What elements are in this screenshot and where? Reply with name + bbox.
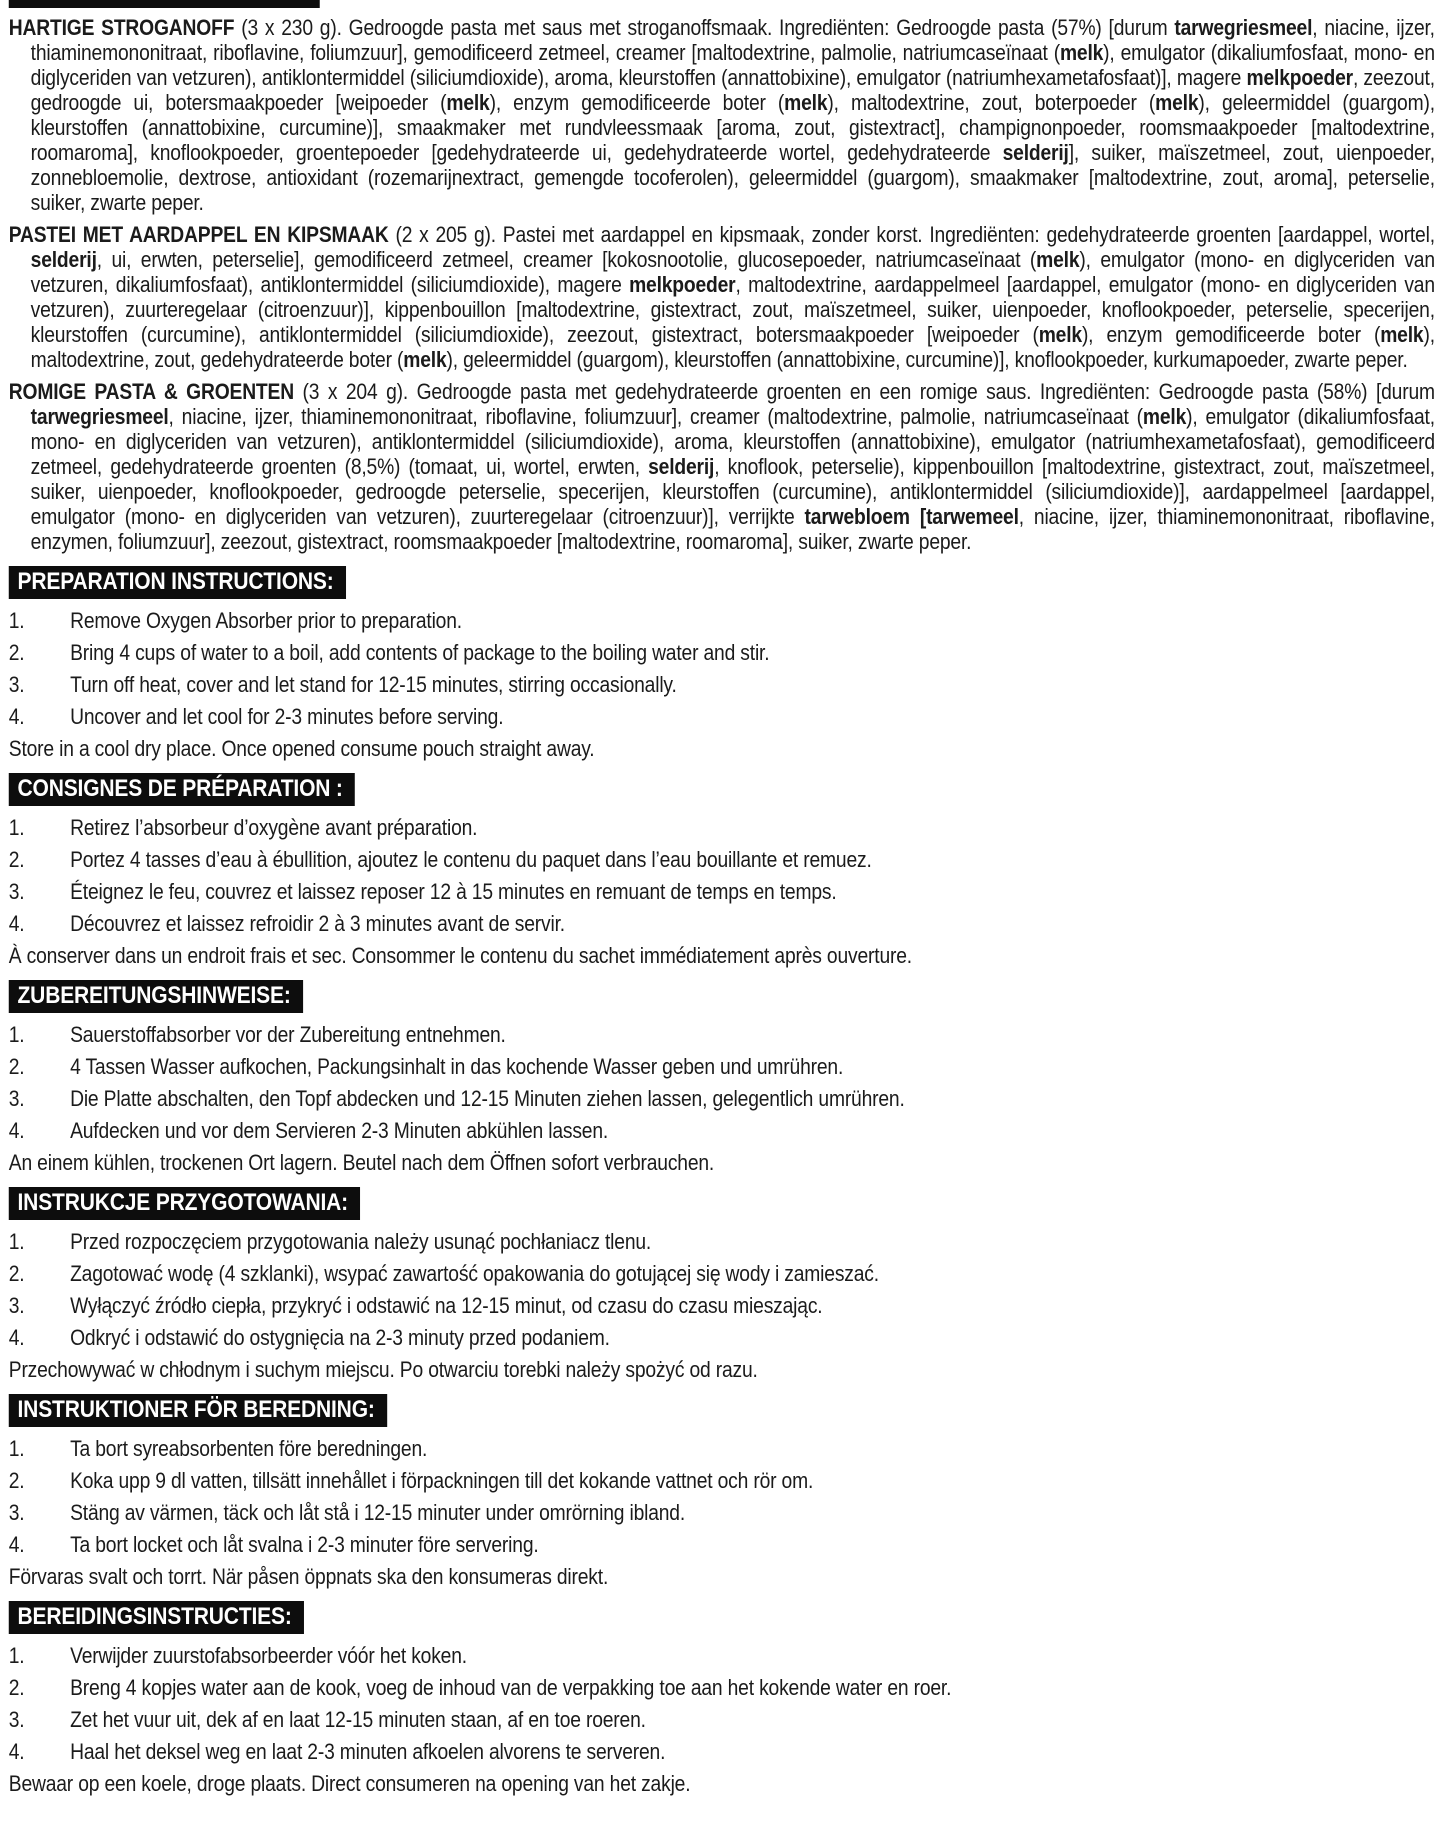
item-text: Zagotować wodę (4 szklanki), wsypać zawartość opakowania do gotującej się wody i zamieszać. [70, 1261, 879, 1286]
instruction-item [9, 1468, 1435, 1493]
instruction-item [9, 1436, 1435, 1461]
section-polish [9, 1187, 1435, 1382]
item-number: 2. [8, 640, 25, 665]
item-number: 2. [8, 1261, 25, 1286]
instruction-item [9, 1086, 1435, 1111]
item-text: Ta bort locket och låt svalna i 2-3 minuter före servering. [70, 1532, 539, 1557]
item-text: Découvrez et laissez refroidir 2 à 3 minutes avant de servir. [70, 911, 565, 936]
heading-text: BEREIDINGSINSTRUCTIES: [17, 1603, 292, 1630]
storage-note: An einem kühlen, trockenen Ort lagern. Beutel nach dem Öffnen sofort verbrauchen. [8, 1150, 715, 1175]
item-number: 1. [8, 1229, 25, 1254]
item-number: 4. [8, 1325, 25, 1350]
instruction-item [9, 1054, 1435, 1079]
section-french [9, 773, 1435, 968]
item-number: 1. [8, 1436, 25, 1461]
item-text: Turn off heat, cover and let stand for 12-15 minutes, stirring occasionally. [70, 672, 677, 697]
storage-note: Förvaras svalt och torrt. När påsen öppnats ska den konsumeras direkt. [8, 1564, 609, 1589]
product-paragraph-romige-pasta: ROMIGE PASTA & GROENTEN (3 x 204 g). Gedroogde pasta met gedehydrateerde groenten en een romige saus. Ingrediënten: Gedroogde pasta (58%) [durum tarwegriesmeel, niacine, ijzer, thiaminemononitraat, riboflavine, foliumzuur], creamer (maltodextrine, palmolie, natriumcaseïnaat (melk), emulgator (dikaliumfosfaat, mono- en diglyceriden van vetzuren), antiklontermiddel (siliciumdioxide), aroma, kleurstoffen (annattobixine), emulgator (natriumhexametafosfaat), gemodificeerd zetmeel, gedehydrateerde groenten (8,5%) (tomaat, ui, wortel, erwten, selderij, knoflook, peterselie), kippenbouillon [maltodextrine, gistextract, zout, maïszetmeel, suiker, uienpoeder, knoflookpoeder, gedroogde peterselie, specerijen, kleurstoffen (curcumine), antiklontermiddel (siliciumdioxide)], aardappelmeel [aardappel, emulgator (mono- en diglyceriden van vetzuren), zuurteregelaar (citroenzuur)], verrijkte tarwebloem [tarwemeel, niacine, ijzer, thiaminemononitraat, riboflavine, enzymen, foliumzuur], zeezout, gistextract, roomsmaakpoeder [maltodextrine, roomaroma], suiker, zwarte peper. [8, 379, 1435, 554]
section-heading-swedish [9, 1394, 387, 1427]
section-heading-german [9, 980, 303, 1013]
item-text: Die Platte abschalten, den Topf abdecken und 12-15 Minuten ziehen lassen, gelegentlich umrühren. [70, 1086, 905, 1111]
section-swedish [9, 1394, 1435, 1589]
instruction-item [9, 847, 1435, 872]
item-text: Wyłączyć źródło ciepła, przykryć i odstawić na 12-15 minut, od czasu do czasu mieszając. [70, 1293, 823, 1318]
item-text: 4 Tassen Wasser aufkochen, Packungsinhalt in das kochende Wasser geben und umrühren. [70, 1054, 844, 1079]
item-number: 2. [8, 847, 25, 872]
item-number: 1. [8, 608, 25, 633]
package-edge-bar [9, 0, 320, 8]
instruction-item [9, 1293, 1435, 1318]
heading-text: INSTRUKTIONER FÖR BEREDNING: [17, 1396, 375, 1423]
item-number: 1. [8, 1022, 25, 1047]
instruction-item [9, 1675, 1435, 1700]
item-text: Uncover and let cool for 2-3 minutes before serving. [70, 704, 504, 729]
item-number: 4. [8, 1532, 25, 1557]
item-number: 3. [8, 879, 25, 904]
instruction-item [9, 879, 1435, 904]
item-number: 1. [8, 815, 25, 840]
instruction-item [9, 911, 1435, 936]
instruction-item [9, 1643, 1435, 1668]
item-text: Éteignez le feu, couvrez et laissez reposer 12 à 15 minutes en remuant de temps en temps. [70, 879, 837, 904]
item-number: 1. [8, 1643, 25, 1668]
item-text: Bring 4 cups of water to a boil, add contents of package to the boiling water and stir. [70, 640, 770, 665]
section-heading-dutch [9, 1601, 304, 1634]
instruction-item [9, 1229, 1435, 1254]
item-number: 2. [8, 1054, 25, 1079]
item-text: Odkryć i odstawić do ostygnięcia na 2-3 minuty przed podaniem. [70, 1325, 610, 1350]
item-text: Remove Oxygen Absorber prior to preparation. [70, 608, 462, 633]
item-text: Aufdecken und vor dem Servieren 2-3 Minuten abkühlen lassen. [70, 1118, 609, 1143]
heading-text: ZUBEREITUNGSHINWEISE: [17, 982, 291, 1009]
item-text: Sauerstoffabsorber vor der Zubereitung entnehmen. [70, 1022, 506, 1047]
item-text: Zet het vuur uit, dek af en laat 12-15 minuten staan, af en toe roeren. [70, 1707, 646, 1732]
instruction-item [9, 1500, 1435, 1525]
heading-text: PREPARATION INSTRUCTIONS: [17, 568, 334, 595]
item-text: Breng 4 kopjes water aan de kook, voeg de inhoud van de verpakking toe aan het kokende water en roer. [70, 1675, 952, 1700]
item-number: 3. [8, 672, 25, 697]
item-number: 4. [8, 1118, 25, 1143]
storage-note: Bewaar op een koele, droge plaats. Direct consumeren na opening van het zakje. [8, 1771, 691, 1796]
item-number: 4. [8, 704, 25, 729]
item-text: Verwijder zuurstofabsorbeerder vóór het koken. [70, 1643, 467, 1668]
storage-note: À conserver dans un endroit frais et sec. Consommer le contenu du sachet immédiatement après ouverture. [8, 943, 912, 968]
section-heading-english [9, 566, 346, 599]
heading-text: INSTRUKCJE PRZYGOTOWANIA: [17, 1189, 348, 1216]
instruction-item [9, 1532, 1435, 1557]
section-english [9, 566, 1435, 761]
section-heading-polish [9, 1187, 360, 1220]
instruction-item [9, 1261, 1435, 1286]
storage-note: Przechowywać w chłodnym i suchym miejscu. Po otwarciu torebki należy spożyć od razu. [8, 1357, 758, 1382]
item-number: 4. [8, 911, 25, 936]
instruction-item [9, 672, 1435, 697]
ingredients-block [9, 15, 1435, 554]
item-text: Stäng av värmen, täck och låt stå i 12-15 minuter under omrörning ibland. [70, 1500, 686, 1525]
storage-note: Store in a cool dry place. Once opened consume pouch straight away. [8, 736, 595, 761]
instruction-item [9, 640, 1435, 665]
instruction-item [9, 704, 1435, 729]
item-number: 3. [8, 1086, 25, 1111]
section-german [9, 980, 1435, 1175]
item-text: Portez 4 tasses d’eau à ébullition, ajoutez le contenu du paquet dans l’eau bouillante et remuez. [70, 847, 872, 872]
item-text: Ta bort syreabsorbenten före beredningen. [70, 1436, 428, 1461]
item-number: 2. [8, 1675, 25, 1700]
heading-text: CONSIGNES DE PRÉPARATION : [17, 775, 343, 802]
item-number: 4. [8, 1739, 25, 1764]
item-text: Retirez l’absorbeur d’oxygène avant préparation. [70, 815, 478, 840]
item-number: 3. [8, 1707, 25, 1732]
instruction-item [9, 815, 1435, 840]
item-number: 3. [8, 1293, 25, 1318]
item-number: 2. [8, 1468, 25, 1493]
instruction-item [9, 1118, 1435, 1143]
instruction-item [9, 1022, 1435, 1047]
instruction-item [9, 1739, 1435, 1764]
section-heading-french [9, 773, 355, 806]
item-text: Koka upp 9 dl vatten, tillsätt innehållet i förpackningen till det kokande vattnet och rör om. [70, 1468, 814, 1493]
instruction-item [9, 608, 1435, 633]
instruction-item [9, 1707, 1435, 1732]
instruction-item [9, 1325, 1435, 1350]
section-dutch [9, 1601, 1435, 1796]
product-paragraph-stroganoff: HARTIGE STROGANOFF (3 x 230 g). Gedroogde pasta met saus met stroganoffsmaak. Ingrediënten: Gedroogde pasta (57%) [durum tarwegriesmeel, niacine, ijzer, thiaminemononitraat, riboflavine, foliumzuur], gemodificeerd zetmeel, creamer [maltodextrine, palmolie, natriumcaseïnaat (melk), emulgator (dikaliumfosfaat, mono- en diglyceriden van vetzuren), antiklontermiddel (siliciumdioxide), aroma, kleurstoffen (annattobixine), emulgator (natriumhexametafosfaat)], magere melkpoeder, zeezout, gedroogde ui, botersmaakpoeder [weipoeder (melk), enzym gemodificeerde boter (melk), maltodextrine, zout, boterpoeder (melk), geleermiddel (guargom), kleurstoffen (annattobixine, curcumine)], smaakmaker met rundvleessmaak [aroma, zout, gistextract], champignonpoeder, roomsmaakpoeder [maltodextrine, roomaroma], knoflookpoeder, groentepoeder [gedehydrateerde ui, gedehydrateerde wortel, gedehydrateerde selderij], suiker, maïszetmeel, zout, uienpoeder, zonnebloemolie, dextrose, antioxidant (rozemarijnextract, gemengde tocoferolen), geleermiddel (guargom), smaakmaker [maltodextrine, zout, aroma], peterselie, suiker, zwarte peper. [8, 15, 1435, 215]
product-paragraph-pastei: PASTEI MET AARDAPPEL EN KIPSMAAK (2 x 205 g). Pastei met aardappel en kipsmaak, zonder korst. Ingrediënten: gedehydrateerde groenten [aardappel, wortel, selderij, ui, erwten, peterselie], gemodificeerd zetmeel, creamer [kokosnootolie, glucosepoeder, natriumcaseïnaat (melk), emulgator (mono- en diglyceriden van vetzuren, dikaliumfosfaat), antiklontermiddel (siliciumdioxide), magere melkpoeder, maltodextrine, aardappelmeel [aardappel, emulgator (mono- en diglyceriden van vetzuren), zuurteregelaar (citroenzuur)], kippenbouillon [maltodextrine, gistextract, zout, maïszetmeel, suiker, uienpoeder, knoflookpoeder, peterselie, specerijen, kleurstoffen (curcumine), antiklontermiddel (siliciumdioxide), zeezout, gistextract, botersmaakpoeder [weipoeder (melk), enzym gemodificeerde boter (melk), maltodextrine, zout, gedehydrateerde boter (melk), geleermiddel (guargom), kleurstoffen (annattobixine, curcumine)], knoflookpoeder, kurkumapoeder, zwarte peper. [8, 222, 1435, 372]
item-number: 3. [8, 1500, 25, 1525]
item-text: Przed rozpoczęciem przygotowania należy usunąć pochłaniacz tlenu. [70, 1229, 652, 1254]
item-text: Haal het deksel weg en laat 2-3 minuten afkoelen alvorens te serveren. [70, 1739, 666, 1764]
